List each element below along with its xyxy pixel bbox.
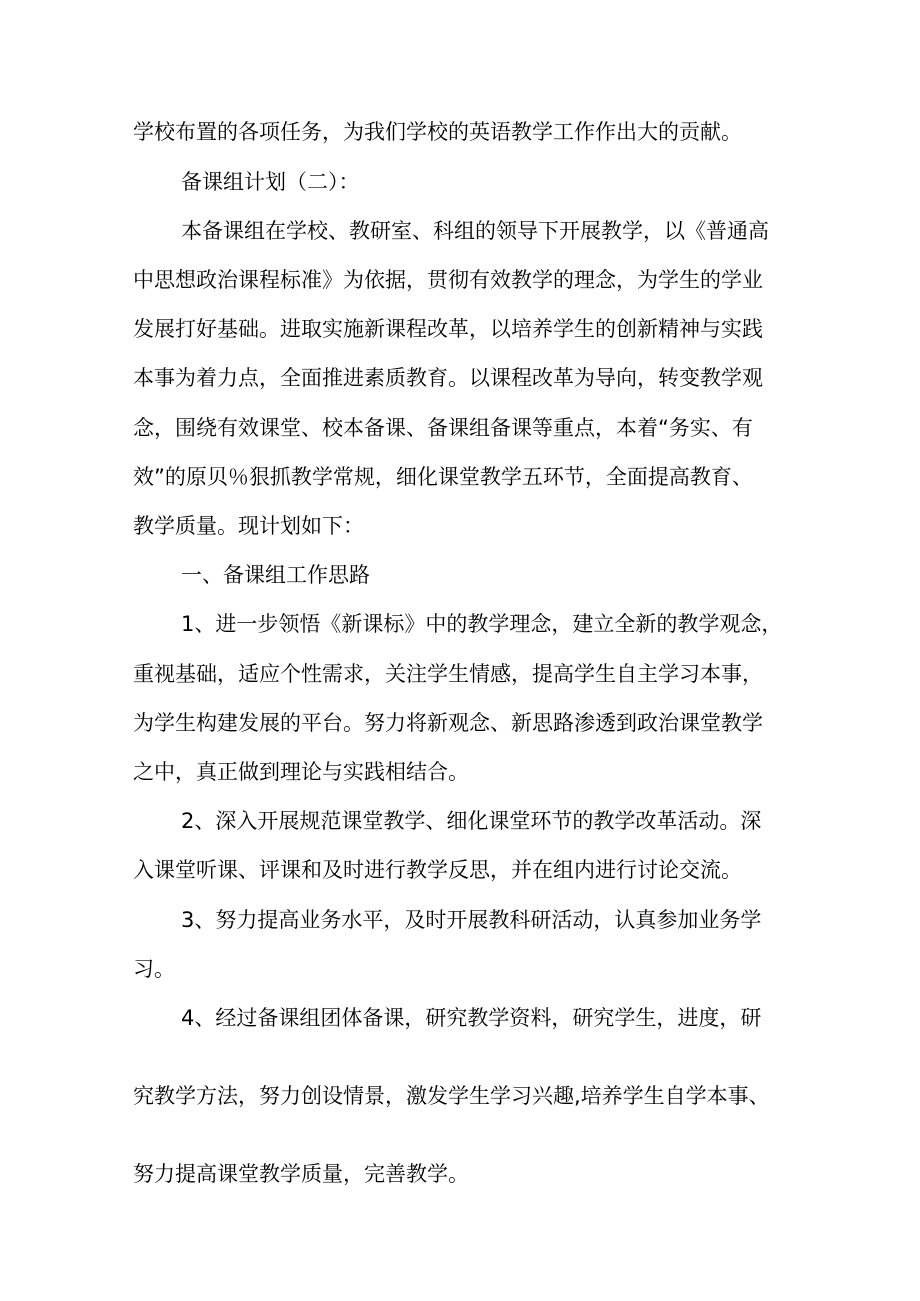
text-line-11: 1、进一步领悟《新课标》中的教学理念，建立全新的教学观念， [181, 612, 783, 636]
text-line-14: 之中，真正做到理论与实践相结合。 [133, 760, 469, 784]
text-line-6: 本事为着力点，全面推进素质教育。以课程改革为导向，转变教学观 [133, 366, 763, 390]
section-heading-work-approach: 一、备课组工作思路 [181, 563, 370, 587]
text-line-5: 发展打好基础。进取实施新课程改革，以培养学生的创新精神与实践 [133, 317, 763, 341]
text-line-21: 努力提高课堂教学质量，完善教学。 [133, 1162, 469, 1186]
section-heading-plan-two: 备课组计划（二）： [181, 170, 360, 194]
text-line-3: 本备课组在学校、教研室、科组的领导下开展教学，以《普通高 [181, 219, 769, 243]
text-line-12: 重视基础，适应个性需求，关注学生情感，提高学生自主学习本事， [133, 662, 763, 686]
text-line-15: 2、深入开展规范课堂教学、细化课堂环节的教学改革活动。深 [181, 809, 762, 833]
text-line-4: 中思想政治课程标准》为依据，贯彻有效教学的理念，为学生的学业 [133, 268, 763, 292]
text-line-16: 入课堂听课、评课和及时进行教学反思，并在组内进行讨论交流。 [133, 858, 742, 882]
text-line-19: 4、经过备课组团体备课，研究教学资料，研究学生，进度，研 [181, 1006, 762, 1030]
text-line-1: 学校布置的各项任务，为我们学校的英语教学工作作出大的贡献。 [133, 120, 742, 144]
text-line-8: 效”的原贝％狠抓教学常规，细化课堂教学五环节，全面提高教育、 [133, 465, 753, 489]
text-line-13: 为学生构建发展的平台。努力将新观念、新思路渗透到政治课堂教学 [133, 711, 763, 735]
text-line-18: 习。 [133, 957, 175, 981]
text-line-17: 3、努力提高业务水平，及时开展教科研活动，认真参加业务学 [181, 908, 762, 932]
text-line-20: 究教学方法，努力创设情景，激发学生学习兴趣,培养学生自学本事、 [133, 1084, 770, 1108]
text-line-9: 教学质量。现计划如下： [133, 514, 364, 538]
text-line-7: 念，围绕有效课堂、校本备课、备课组备课等重点，本着“务实、有 [133, 416, 753, 440]
